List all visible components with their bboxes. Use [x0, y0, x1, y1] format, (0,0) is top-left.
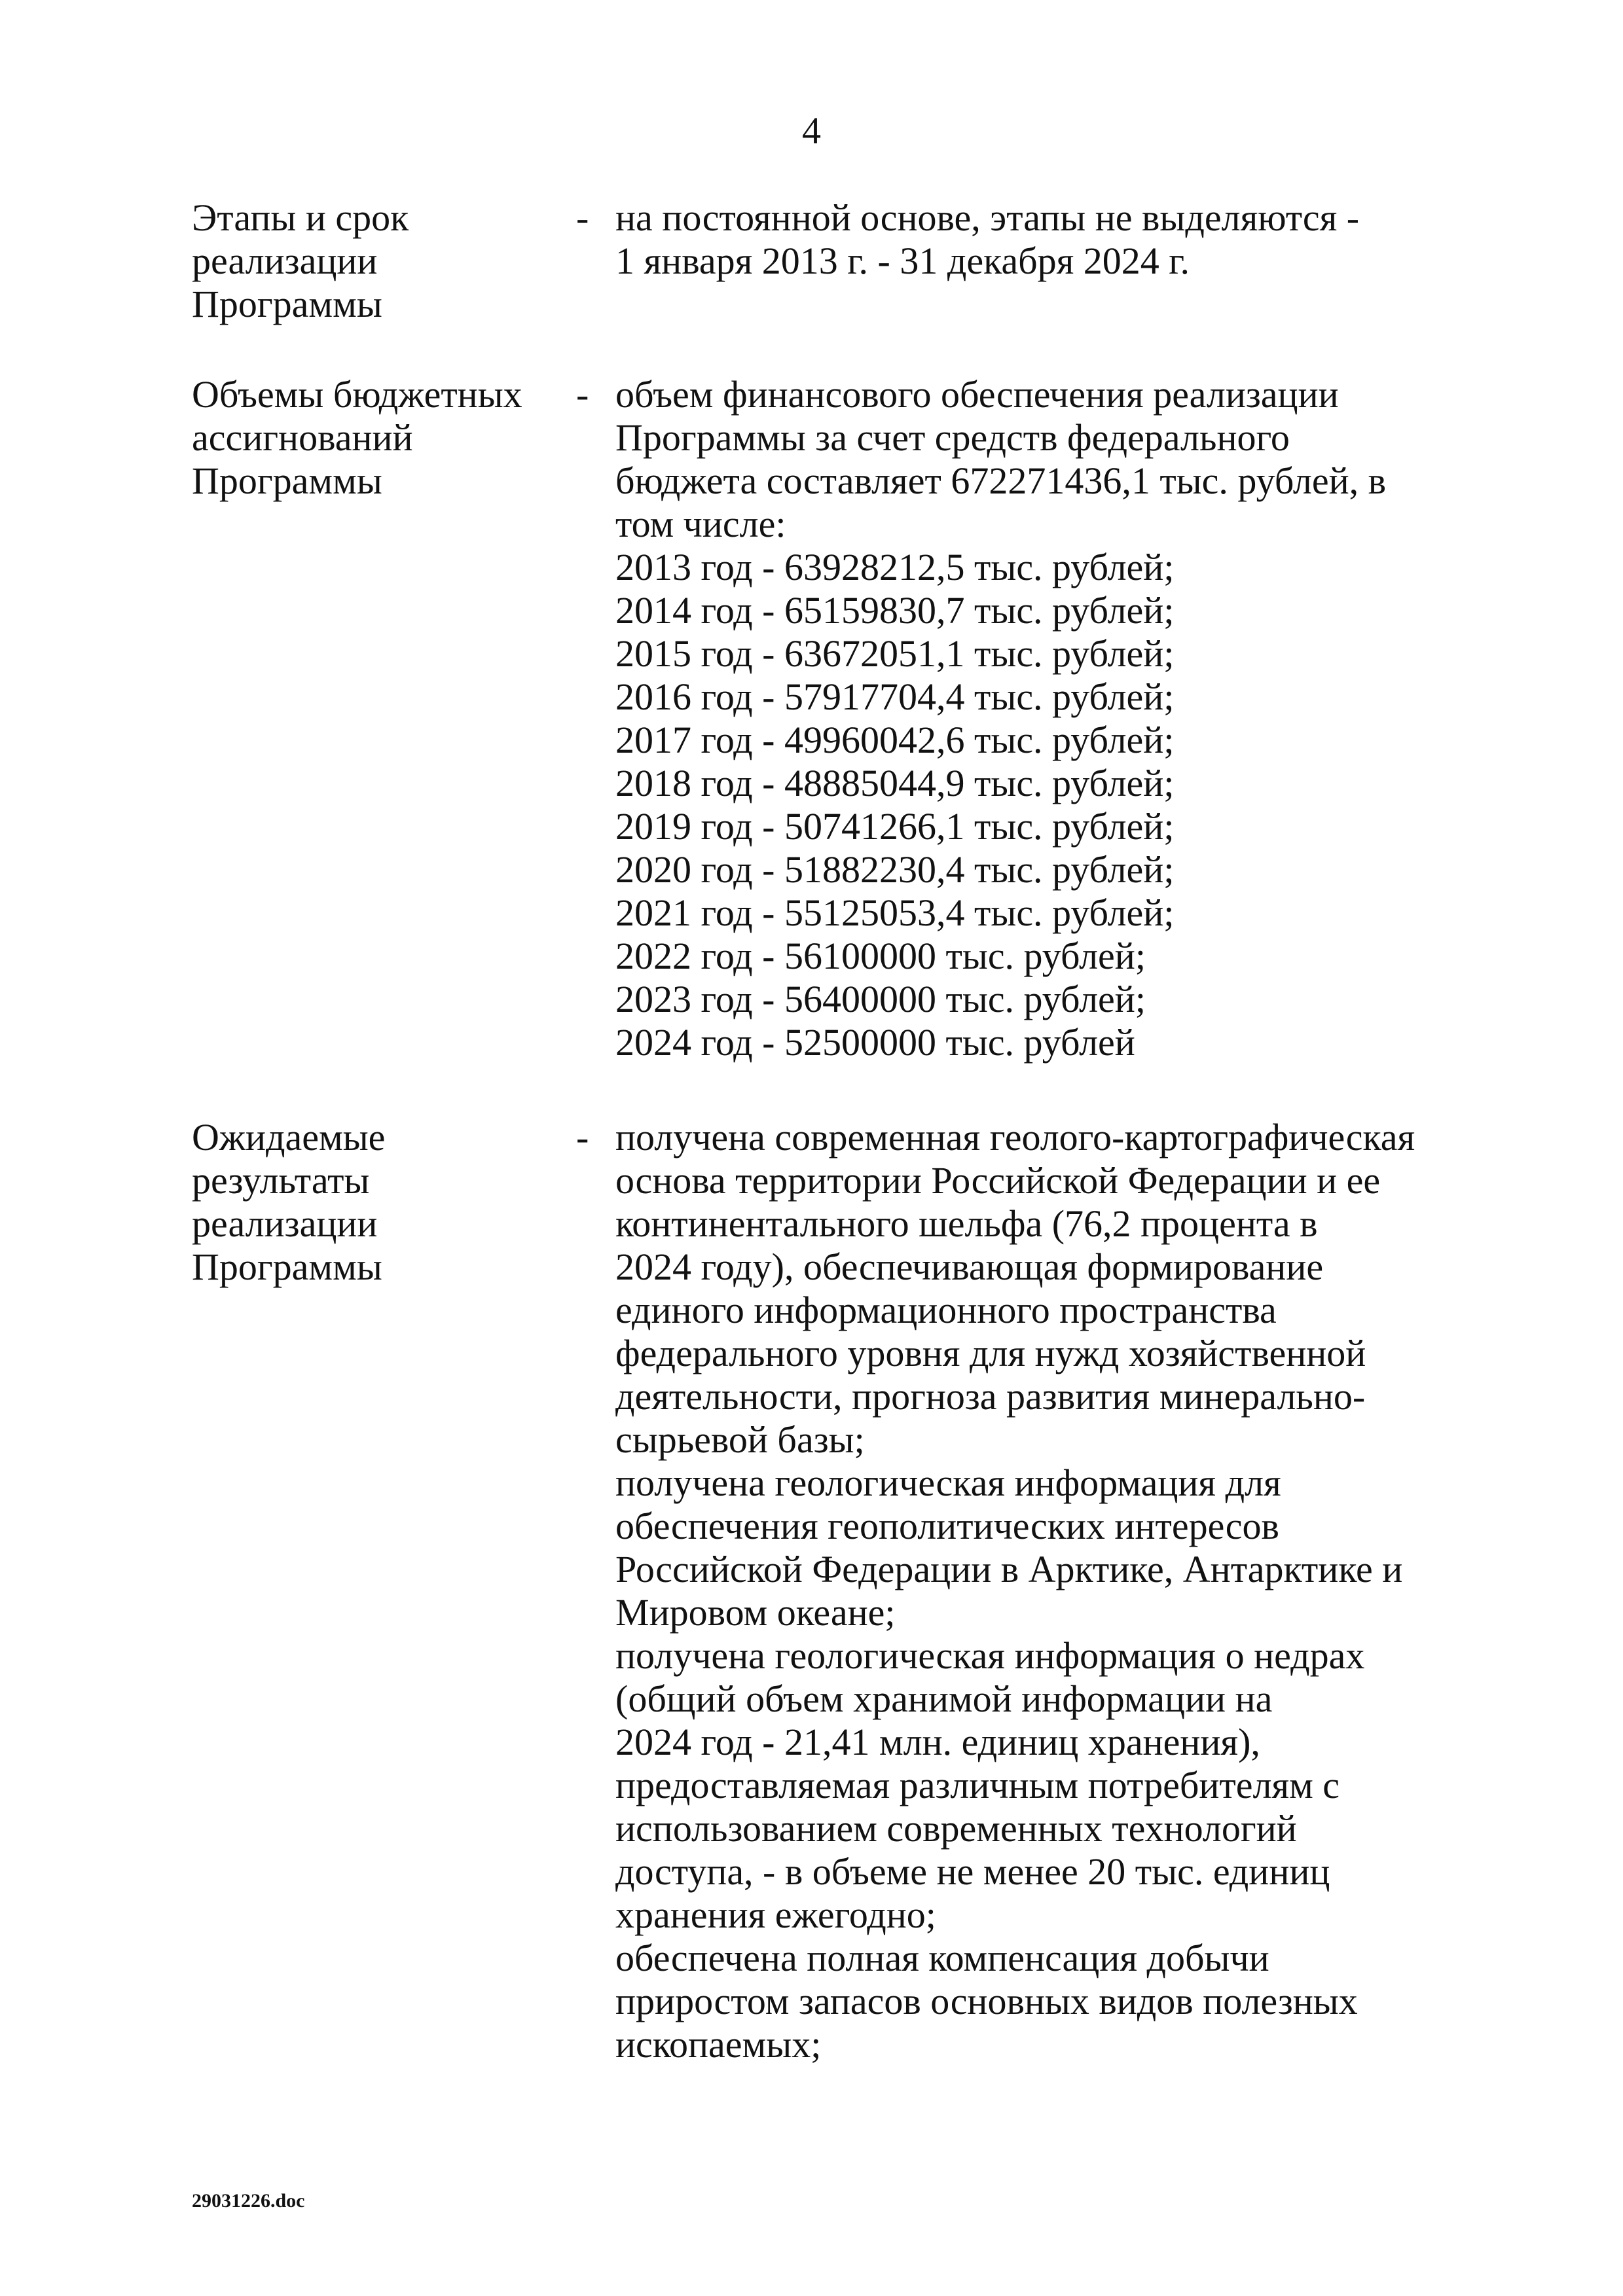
budget-year-line: 2017 год - 49960042,6 тыс. рублей; — [615, 719, 1175, 761]
content-line: единого информационного пространства — [615, 1289, 1277, 1331]
section-dash: - — [576, 196, 589, 239]
content-line: получена геологическая информация о недрах — [615, 1634, 1365, 1677]
content-line: Мировом океане; — [615, 1591, 896, 1634]
section-dash: - — [576, 373, 589, 416]
budget-year-line: 2015 год - 63672051,1 тыс. рублей; — [615, 632, 1175, 675]
budget-year-line: 2021 год - 55125053,4 тыс. рублей; — [615, 891, 1175, 934]
content-line: том числе: — [615, 503, 786, 545]
section-dash: - — [576, 1116, 589, 1158]
section-content — [615, 1116, 1453, 2066]
content-line: обеспечена полная компенсация добычи — [615, 1937, 1269, 1979]
content-line: получена современная геолого-картографическая — [615, 1116, 1415, 1158]
content-line: федерального уровня для нужд хозяйственной — [615, 1332, 1366, 1374]
content-line: 1 января 2013 г. - 31 декабря 2024 г. — [615, 240, 1190, 282]
content-line: деятельности, прогноза развития минерально- — [615, 1375, 1366, 1418]
content-line: сырьевой базы; — [615, 1418, 865, 1461]
label-line: результаты — [192, 1159, 370, 1202]
budget-year-line: 2023 год - 56400000 тыс. рублей; — [615, 978, 1146, 1020]
budget-year-line: 2013 год - 63928212,5 тыс. рублей; — [615, 546, 1175, 588]
document-filename: 29031226.doc — [192, 2190, 305, 2212]
content-line: получена геологическая информация для — [615, 1462, 1281, 1504]
budget-year-line: 2016 год - 57917704,4 тыс. рублей; — [615, 675, 1175, 718]
content-line: (общий объем хранимой информации на — [615, 1677, 1273, 1720]
label-line: Программы — [192, 1246, 382, 1288]
label-line: реализации — [192, 1202, 378, 1245]
content-line: предоставляемая различным потребителям с — [615, 1764, 1340, 1806]
content-line: Российской Федерации в Арктике, Антарктике и — [615, 1548, 1403, 1590]
page-number: 4 — [802, 109, 821, 152]
section-content — [615, 196, 1453, 283]
content-line: Программы за счет средств федерального — [615, 416, 1290, 459]
label-line: Программы — [192, 459, 382, 502]
content-line: обеспечения геополитических интересов — [615, 1505, 1279, 1547]
content-line: доступа, - в объеме не менее 20 тыс. единиц — [615, 1850, 1330, 1893]
label-line: ассигнований — [192, 416, 413, 459]
content-line: бюджета составляет 672271436,1 тыс. рублей, в — [615, 459, 1387, 502]
content-line: хранения ежегодно; — [615, 1893, 936, 1936]
content-line: основа территории Российской Федерации и ее — [615, 1159, 1381, 1202]
section-label — [192, 1116, 558, 1289]
content-line: объем финансового обеспечения реализации — [615, 373, 1339, 416]
content-line: на постоянной основе, этапы не выделяются - — [615, 196, 1360, 239]
budget-year-line: 2014 год - 65159830,7 тыс. рублей; — [615, 589, 1175, 632]
budget-year-line: 2019 год - 50741266,1 тыс. рублей; — [615, 805, 1175, 848]
content-line: континентального шельфа (76,2 процента в — [615, 1202, 1318, 1245]
label-line: Объемы бюджетных — [192, 373, 522, 416]
content-line: использованием современных технологий — [615, 1807, 1297, 1850]
section-content — [615, 373, 1453, 1064]
label-line: Программы — [192, 283, 382, 325]
section-label — [192, 373, 558, 503]
label-line: Этапы и срок — [192, 196, 409, 239]
content-line: 2024 году), обеспечивающая формирование — [615, 1246, 1324, 1288]
section-label — [192, 196, 558, 326]
content-line: 2024 год - 21,41 млн. единиц хранения), — [615, 1721, 1260, 1763]
budget-year-line: 2020 год - 51882230,4 тыс. рублей; — [615, 848, 1175, 891]
label-line: Ожидаемые — [192, 1116, 386, 1158]
content-line: ископаемых; — [615, 2023, 822, 2066]
budget-year-line: 2022 год - 56100000 тыс. рублей; — [615, 935, 1146, 977]
budget-year-line: 2024 год - 52500000 тыс. рублей — [615, 1021, 1135, 1064]
budget-year-line: 2018 год - 48885044,9 тыс. рублей; — [615, 762, 1175, 804]
content-line: приростом запасов основных видов полезных — [615, 1980, 1358, 2022]
label-line: реализации — [192, 240, 378, 282]
